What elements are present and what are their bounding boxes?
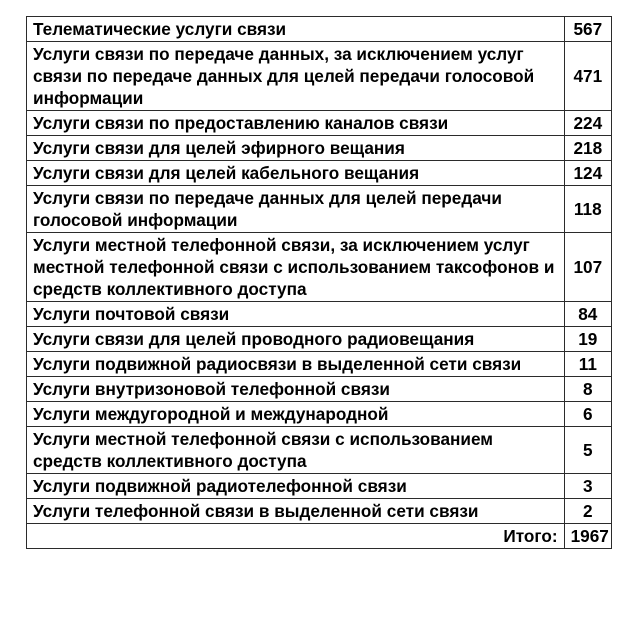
service-name-cell: Услуги связи по передаче данных, за исключением услуг связи по передаче данных для целей передачи голосовой информации — [27, 42, 565, 111]
service-count-cell: 84 — [564, 302, 611, 327]
total-row — [27, 524, 612, 549]
table-row — [27, 499, 612, 524]
service-name-cell: Телематические услуги связи — [27, 17, 565, 42]
service-count-cell: 107 — [564, 233, 611, 302]
service-count-cell: 2 — [564, 499, 611, 524]
table-row — [27, 136, 612, 161]
service-name-cell: Услуги подвижной радиотелефонной связи — [27, 474, 565, 499]
service-name-cell: Услуги местной телефонной связи с использованием средств коллективного доступа — [27, 427, 565, 474]
service-count-cell: 3 — [564, 474, 611, 499]
service-name-cell: Услуги внутризоновой телефонной связи — [27, 377, 565, 402]
table-row — [27, 302, 612, 327]
service-name-cell: Услуги телефонной связи в выделенной сети связи — [27, 499, 565, 524]
table-row — [27, 42, 612, 111]
service-count-cell: 224 — [564, 111, 611, 136]
table-row — [27, 402, 612, 427]
table-row — [27, 186, 612, 233]
table-row — [27, 17, 612, 42]
service-count-cell: 19 — [564, 327, 611, 352]
table-row — [27, 111, 612, 136]
table-row — [27, 233, 612, 302]
service-count-cell: 118 — [564, 186, 611, 233]
table-row — [27, 377, 612, 402]
service-name-cell: Услуги связи для целей кабельного вещания — [27, 161, 565, 186]
table-row — [27, 427, 612, 474]
total-value: 1967 — [564, 524, 611, 549]
service-count-cell: 6 — [564, 402, 611, 427]
service-count-cell: 218 — [564, 136, 611, 161]
table-row — [27, 352, 612, 377]
service-count-cell: 8 — [564, 377, 611, 402]
service-name-cell: Услуги связи для целей эфирного вещания — [27, 136, 565, 161]
service-name-cell: Услуги связи по предоставлению каналов связи — [27, 111, 565, 136]
service-name-cell: Услуги междугородной и международной — [27, 402, 565, 427]
services-table — [26, 16, 612, 549]
table-row — [27, 327, 612, 352]
table-row — [27, 161, 612, 186]
service-name-cell: Услуги связи по передаче данных для целей передачи голосовой информации — [27, 186, 565, 233]
service-name-cell: Услуги почтовой связи — [27, 302, 565, 327]
service-name-cell: Услуги местной телефонной связи, за исключением услуг местной телефонной связи с использованием таксофонов и средств коллективного доступа — [27, 233, 565, 302]
service-count-cell: 11 — [564, 352, 611, 377]
service-name-cell: Услуги подвижной радиосвязи в выделенной сети связи — [27, 352, 565, 377]
services-table-body — [27, 17, 612, 524]
table-row — [27, 474, 612, 499]
total-label: Итого: — [27, 524, 565, 549]
service-count-cell: 124 — [564, 161, 611, 186]
service-count-cell: 567 — [564, 17, 611, 42]
service-name-cell: Услуги связи для целей проводного радиовещания — [27, 327, 565, 352]
service-count-cell: 471 — [564, 42, 611, 111]
service-count-cell: 5 — [564, 427, 611, 474]
